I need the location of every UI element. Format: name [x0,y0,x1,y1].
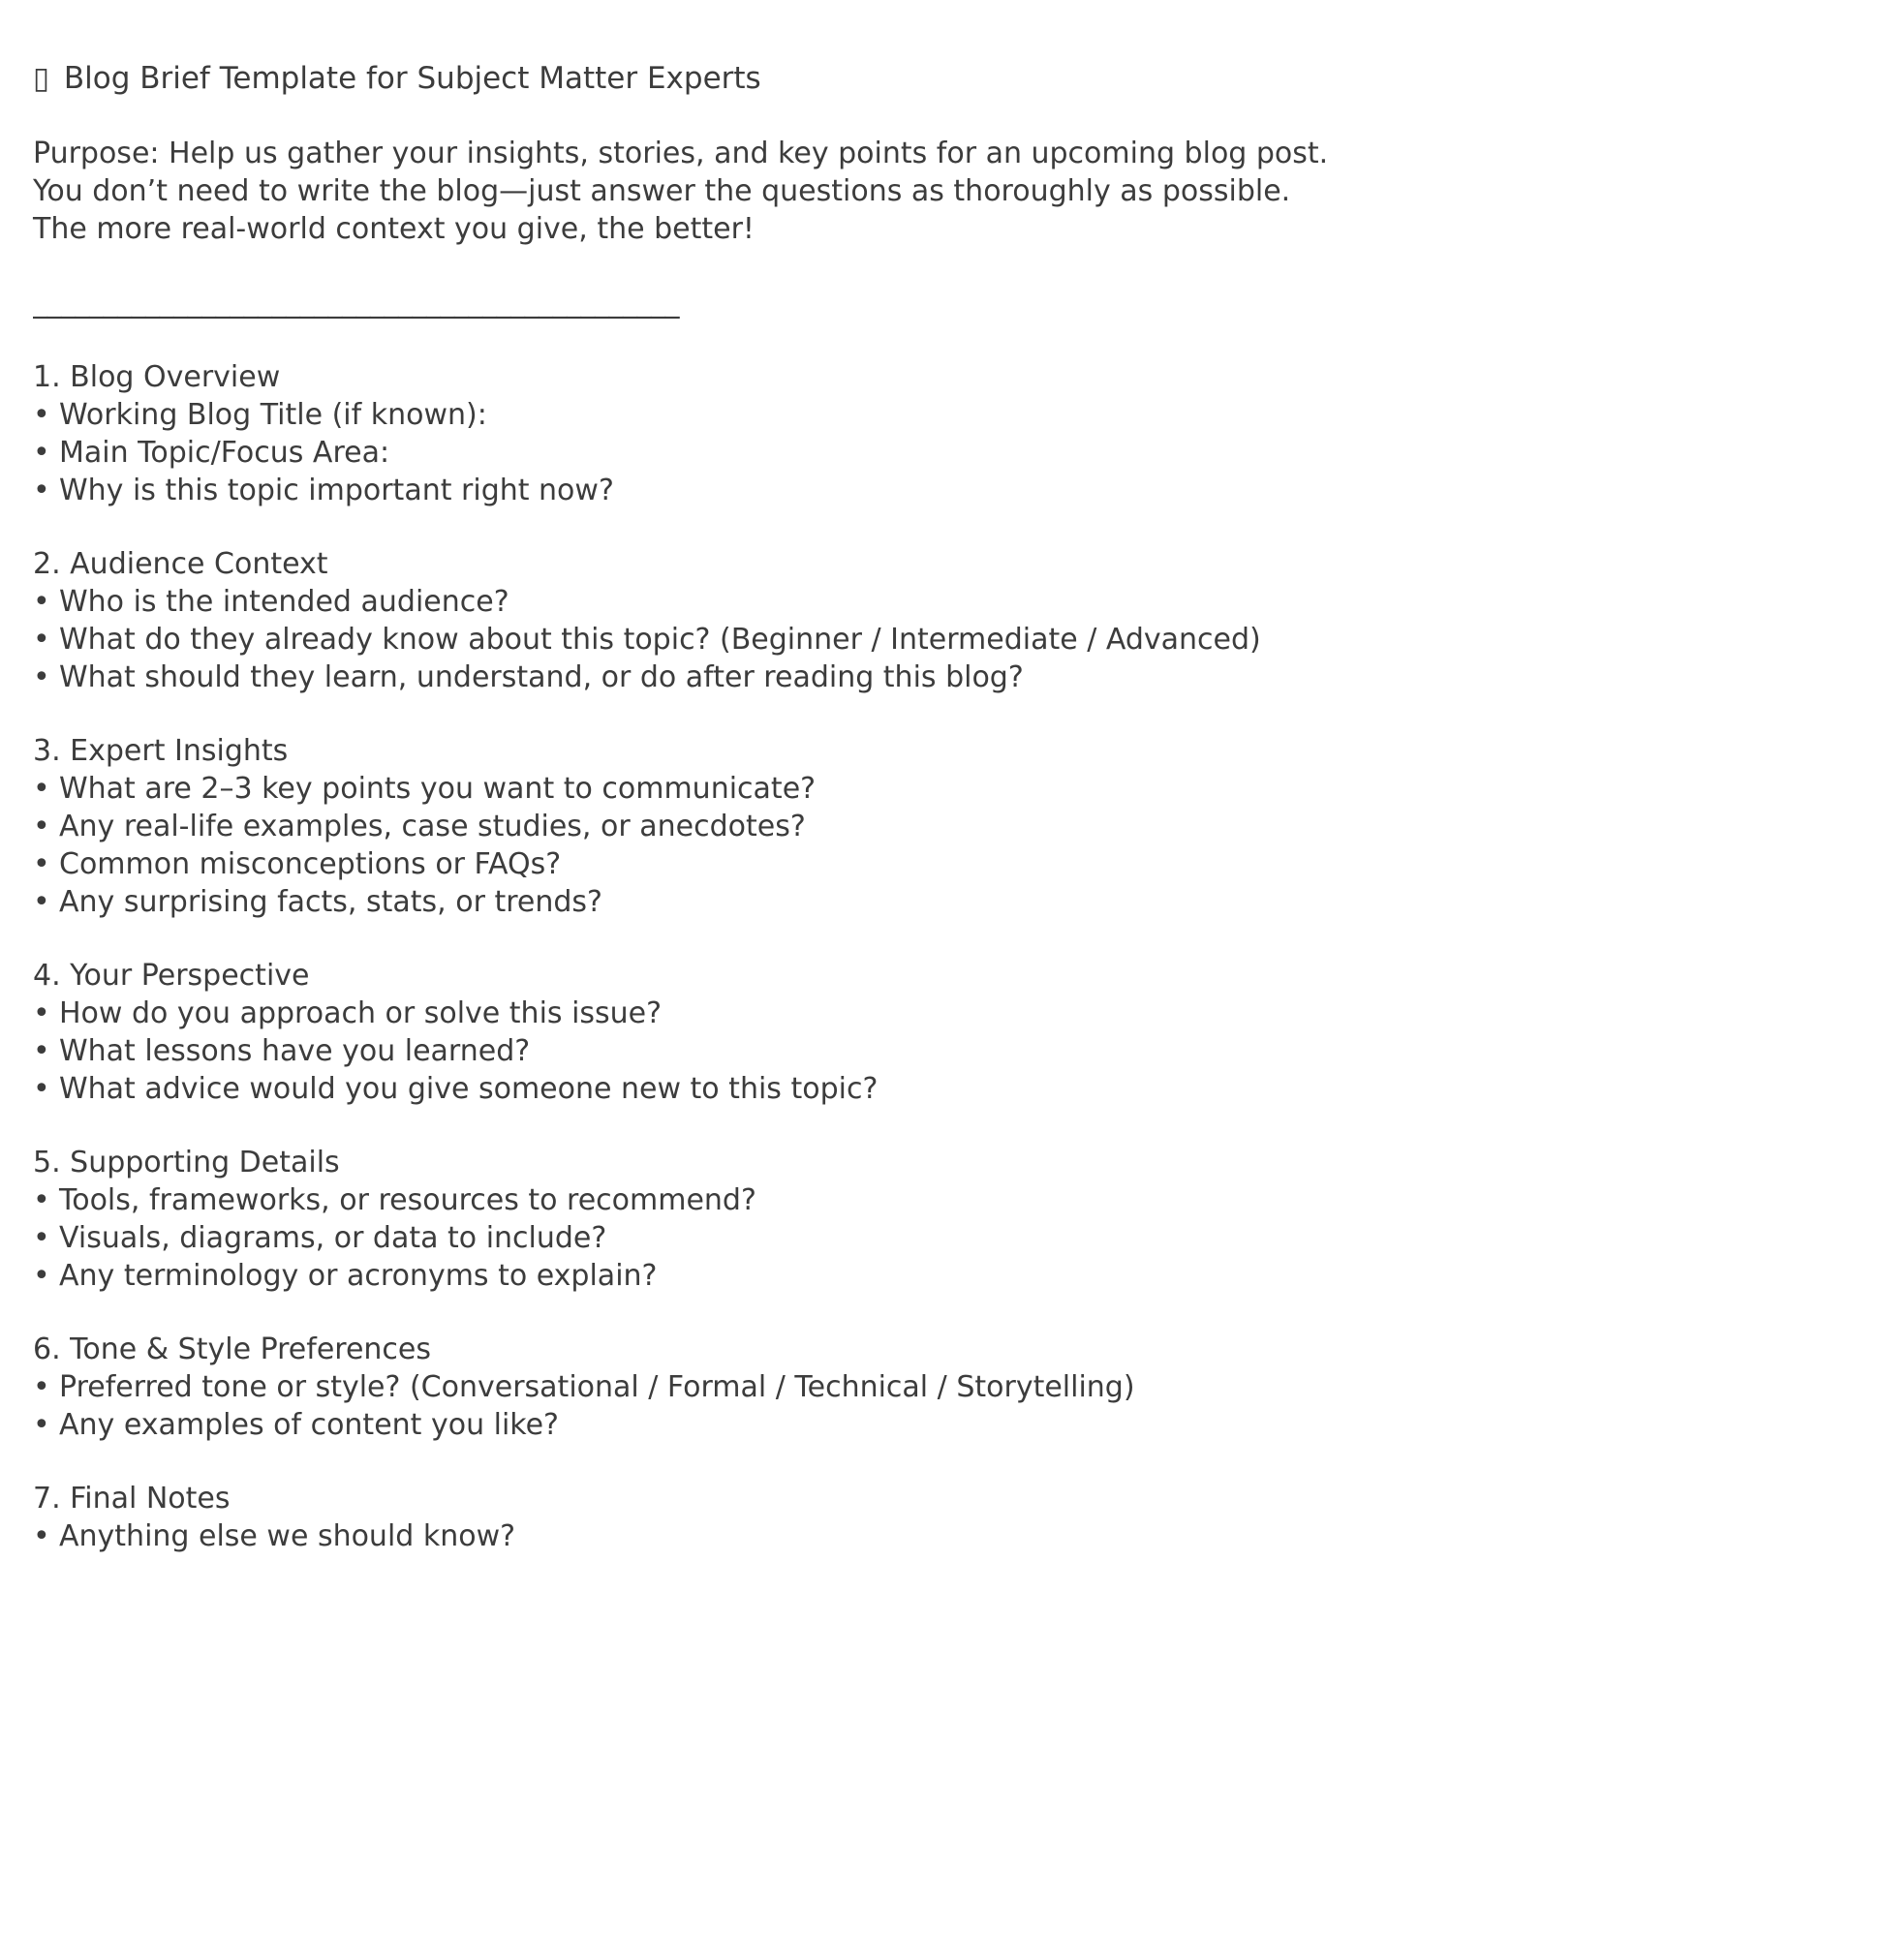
bullet-icon: • [33,1072,50,1107]
list-item-text: Working Blog Title (if known): [59,398,487,433]
list-item [33,1406,1848,1444]
list-item-text: Common misconceptions or FAQs? [59,847,562,882]
list-item-text: Anything else we should know? [59,1519,516,1554]
list-item [33,1368,1848,1406]
section-heading: 3. Expert Insights [33,734,289,769]
list-item [33,658,1848,696]
bullet-icon: • [33,885,50,920]
list-item-text: Any terminology or acronyms to explain? [59,1259,658,1294]
list-item [33,434,1848,472]
list-item-text: Who is the intended audience? [59,585,509,620]
list-item [33,472,1848,509]
list-item-text: Preferred tone or style? (Conversational / Formal / Technical / Storytelling) [59,1370,1135,1405]
spacer [33,921,1848,957]
list-item-text: Any examples of content you like? [59,1408,559,1443]
bullet-icon: • [33,1034,50,1069]
section-heading: 2. Audience Context [33,547,328,582]
bullet-icon: • [33,1183,50,1218]
bullet-icon: • [33,1519,50,1554]
list-item-text: Why is this topic important right now? [59,474,614,508]
list-item-text: Tools, frameworks, or resources to recommend? [59,1183,756,1218]
section-blog-overview [33,358,1848,509]
document-emoji-icon: ▯ [33,61,50,96]
purpose-paragraph [33,135,1848,248]
list-item-text: Main Topic/Focus Area: [59,436,390,471]
list-item-text: What are 2–3 key points you want to communicate? [59,772,817,807]
horizontal-divider: ______________________________________________ [33,286,679,321]
list-item-text: What lessons have you learned? [59,1034,531,1069]
list-item-text: What should they learn, understand, or do after reading this blog? [59,660,1024,695]
section-heading: 6. Tone & Style Preferences [33,1332,432,1367]
list-item [33,1181,1848,1219]
bullet-icon: • [33,660,50,695]
list-item [33,1070,1848,1108]
list-item-text: Any real-life examples, case studies, or anecdotes? [59,810,806,844]
purpose-line-1: Purpose: Help us gather your insights, stories, and key points for an upcoming blog post. [33,137,1329,171]
spacer [33,509,1848,545]
bullet-icon: • [33,772,50,807]
section-final-notes [33,1480,1848,1555]
list-item [33,808,1848,845]
list-item-text: What advice would you give someone new to this topic? [59,1072,879,1107]
section-audience-context [33,545,1848,696]
section-heading: 1. Blog Overview [33,360,281,395]
list-item [33,1517,1848,1555]
section-expert-insights [33,732,1848,921]
list-item-text: What do they already know about this topic? (Beginner / Intermediate / Advanced) [59,623,1261,658]
list-item [33,770,1848,808]
bullet-icon: • [33,398,50,433]
spacer [33,98,1848,135]
section-heading: 7. Final Notes [33,1482,231,1516]
bullet-icon: • [33,810,50,844]
list-item [33,1032,1848,1070]
bullet-icon: • [33,585,50,620]
bullet-icon: • [33,1259,50,1294]
list-item [33,1219,1848,1257]
spacer [33,248,1848,285]
purpose-line-2: You don’t need to write the blog—just answer the questions as thoroughly as possible. [33,174,1291,209]
list-item [33,845,1848,883]
section-tone-style-preferences [33,1331,1848,1444]
list-item [33,995,1848,1032]
purpose-line-3: The more real-world context you give, the better! [33,212,755,247]
list-item-text: How do you approach or solve this issue? [59,996,663,1031]
list-item-text: Any surprising facts, stats, or trends? [59,885,602,920]
section-heading: 4. Your Perspective [33,959,310,994]
spacer [33,696,1848,732]
bullet-icon: • [33,436,50,471]
list-item [33,621,1848,658]
spacer [33,1295,1848,1331]
list-item [33,583,1848,621]
bullet-icon: • [33,996,50,1031]
bullet-icon: • [33,1221,50,1256]
bullet-icon: • [33,1408,50,1443]
section-heading: 5. Supporting Details [33,1146,340,1180]
spacer [33,1444,1848,1480]
document-title-text: Blog Brief Template for Subject Matter Experts [63,61,761,96]
spacer [33,1108,1848,1144]
section-your-perspective [33,957,1848,1108]
list-item-text: Visuals, diagrams, or data to include? [59,1221,607,1256]
bullet-icon: • [33,474,50,508]
bullet-icon: • [33,623,50,658]
bullet-icon: • [33,847,50,882]
document-title [33,60,1848,98]
section-supporting-details [33,1144,1848,1295]
bullet-icon: • [33,1370,50,1405]
spacer [33,322,1848,358]
document-body [33,60,1848,1555]
list-item [33,1257,1848,1295]
list-item [33,396,1848,434]
list-item [33,883,1848,921]
